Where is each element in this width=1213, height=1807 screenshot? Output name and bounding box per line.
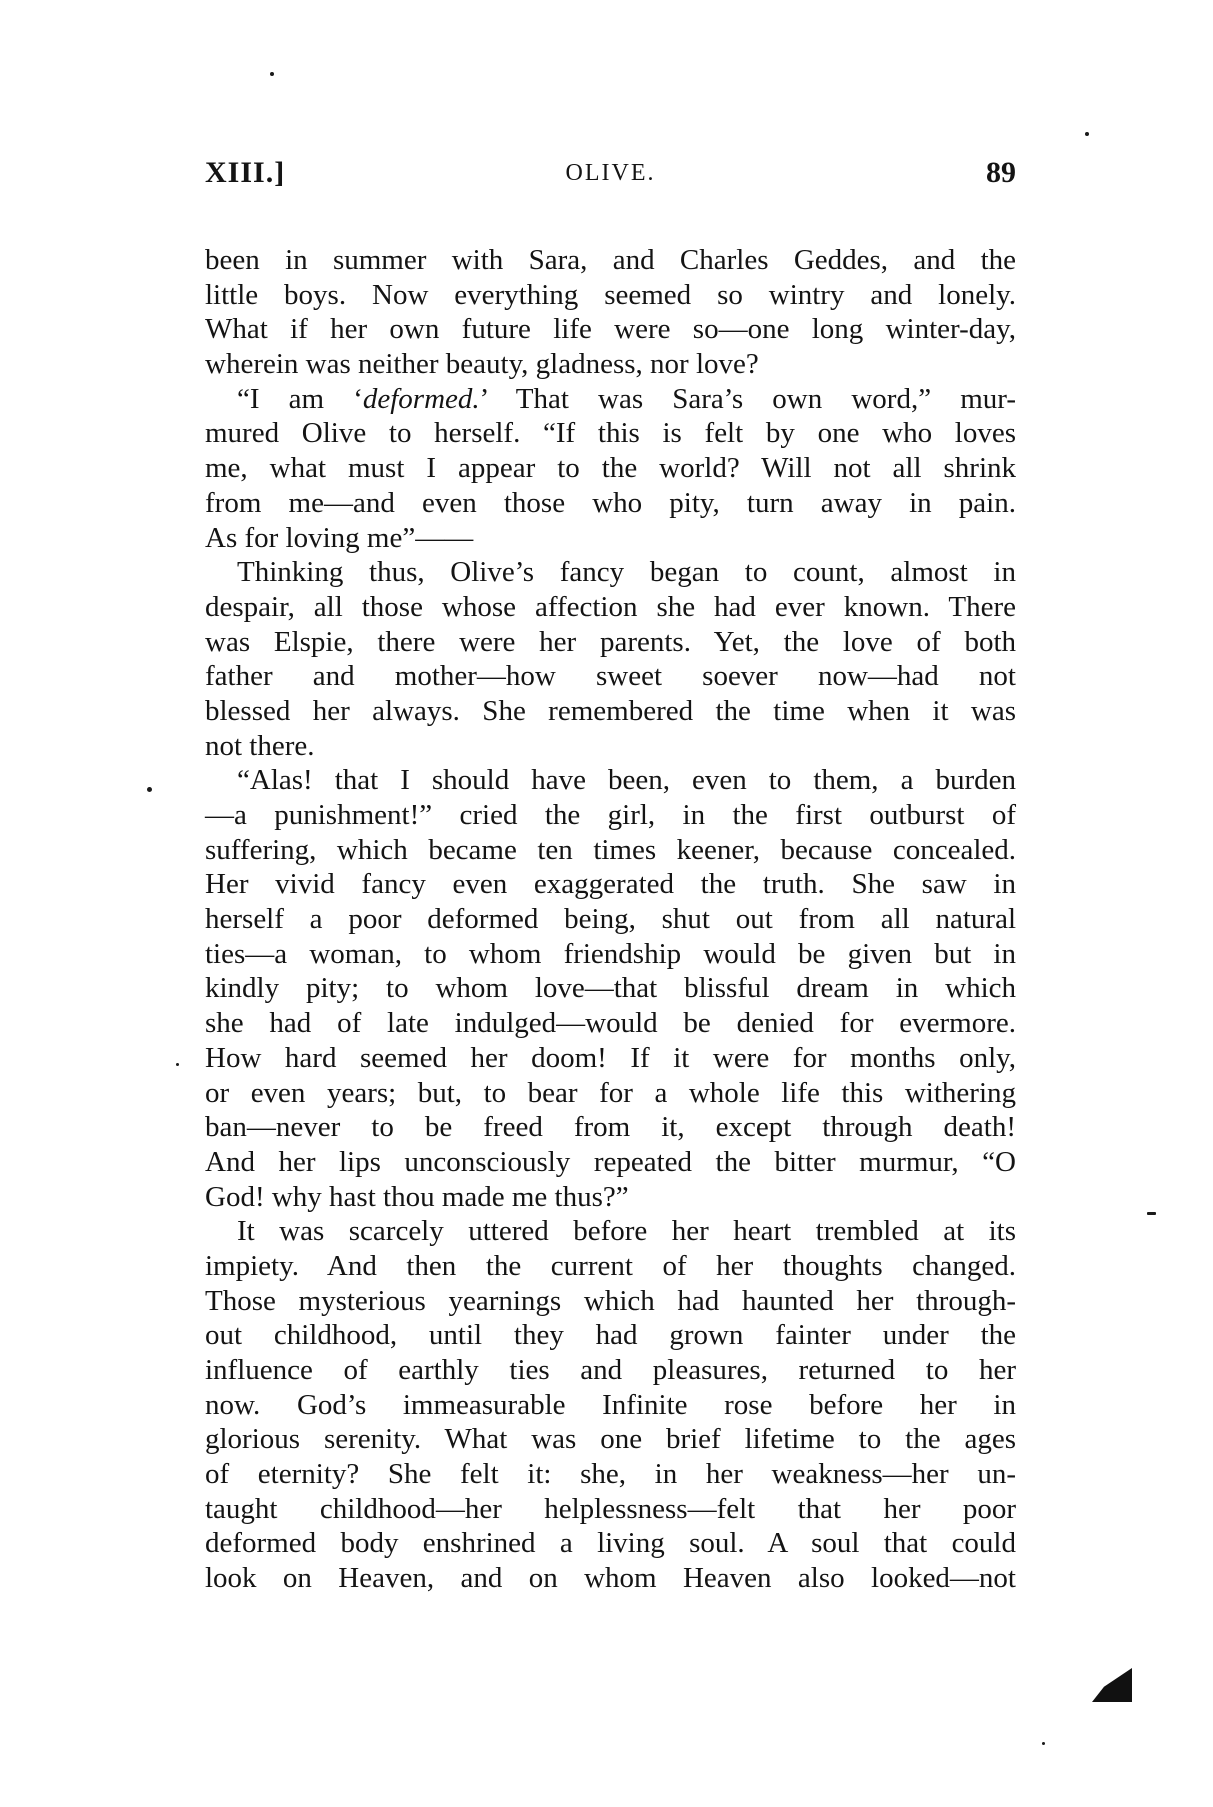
page-number: 89 (986, 156, 1016, 189)
body-text (205, 243, 1016, 1596)
text-line: herself a poor deformed being, shut out from all natural (205, 903, 1016, 936)
scan-speck (270, 72, 274, 76)
text-line: God! why hast thou made me thus?” (205, 1180, 629, 1213)
text-line: Her vivid fancy even exaggerated the truth. She saw in (205, 868, 1016, 901)
text-line: And her lips unconsciously repeated the bitter murmur, “O (205, 1145, 1016, 1178)
text-line: “I am ‘deformed.’ That was Sara’s own word,” mur- (237, 382, 1016, 415)
scan-speck (147, 787, 152, 792)
chapter-number: XIII.] (205, 156, 286, 189)
running-title: OLIVE. (565, 160, 656, 186)
text-line: It was scarcely uttered before her heart trembled at its (237, 1215, 1016, 1248)
text-line: she had of late indulged—would be denied for evermore. (205, 1007, 1016, 1040)
scan-speck (176, 1063, 179, 1066)
text-line: little boys. Now everything seemed so wintry and lonely. (205, 278, 1016, 311)
text-line: mured Olive to herself. “If this is felt by one who loves (205, 417, 1016, 450)
text-line: ban—never to be freed from it, except through death! (205, 1111, 1016, 1144)
text-line: “Alas! that I should have been, even to them, a burden (237, 764, 1016, 797)
text-line: of eternity? She felt it: she, in her weakness—her un- (205, 1458, 1016, 1491)
scan-speck (1042, 1742, 1045, 1745)
text-line: What if her own future life were so—one long winter-day, (205, 313, 1016, 346)
text-line: despair, all those whose affection she had ever known. There (205, 590, 1016, 623)
text-line: or even years; but, to bear for a whole life this withering (205, 1076, 1016, 1109)
text-line: Thinking thus, Olive’s fancy began to count, almost in (237, 556, 1016, 589)
text-line: —a punishment!” cried the girl, in the first outburst of (205, 799, 1016, 831)
scan-speck (1085, 132, 1089, 136)
text-line: ties—a woman, to whom friendship would be given but in (205, 937, 1016, 970)
text-line: wherein was neither beauty, gladness, nor love? (205, 348, 759, 381)
text-line: father and mother—how sweet soever now—had not (205, 660, 1016, 693)
running-header (205, 156, 1016, 204)
text-line: How hard seemed her doom! If it were for months only, (205, 1041, 1016, 1074)
text-line: blessed her always. She remembered the time when it was (205, 694, 1016, 727)
text-line: taught childhood—her helplessness—felt that her poor (205, 1492, 1016, 1525)
text-line: out childhood, until they had grown fainter under the (205, 1319, 1016, 1352)
text-line: glorious serenity. What was one brief lifetime to the ages (205, 1423, 1016, 1456)
text-line: from me—and even those who pity, turn away in pain. (205, 486, 1016, 519)
text-line: influence of earthly ties and pleasures, returned to her (205, 1354, 1016, 1386)
text-line: now. God’s immeasurable Infinite rose before her in (205, 1388, 1016, 1421)
text-line: impiety. And then the current of her thoughts changed. (205, 1249, 1016, 1282)
text-line: look on Heaven, and on whom Heaven also looked—not (205, 1562, 1016, 1595)
text-line: suffering, which became ten times keener, because concealed. (205, 833, 1016, 866)
page-corner-mark (1092, 1668, 1132, 1702)
text-line: kindly pity; to whom love—that blissful dream in which (205, 972, 1016, 1005)
text-line: me, what must I appear to the world? Will not all shrink (205, 452, 1016, 485)
text-line: was Elspie, there were her parents. Yet, the love of both (205, 625, 1016, 658)
text-line: Those mysterious yearnings which had haunted her through- (205, 1284, 1016, 1317)
text-line: been in summer with Sara, and Charles Geddes, and the (205, 244, 1016, 276)
text-line: As for loving me”—— (205, 521, 474, 554)
text-line: deformed body enshrined a living soul. A soul that could (205, 1527, 1016, 1560)
scan-speck (1147, 1212, 1156, 1215)
text-line: not there. (205, 729, 315, 762)
